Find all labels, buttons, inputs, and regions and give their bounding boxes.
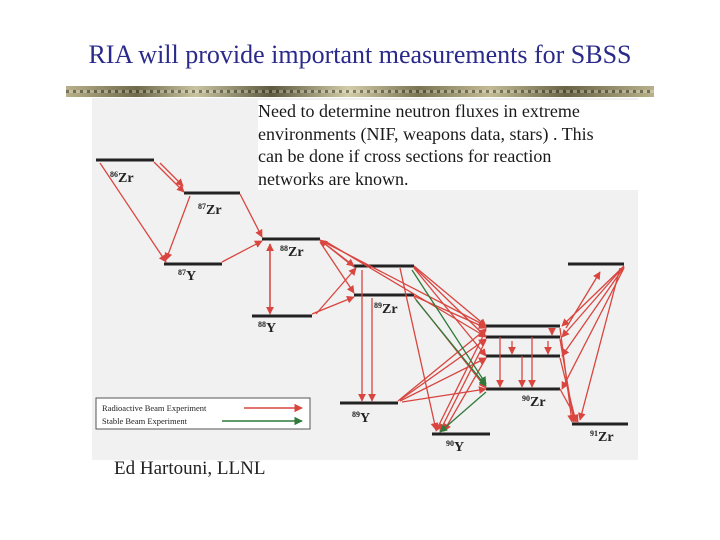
mass-number: 90	[446, 439, 454, 448]
radioactive-beam-arrows	[100, 162, 624, 431]
label-zr87	[198, 202, 222, 218]
element-symbol: Zr	[530, 395, 546, 410]
legend-label-radioactive: Radioactive Beam Experiment	[102, 403, 207, 413]
element-symbol: Y	[186, 269, 197, 284]
element-symbol: Y	[360, 411, 371, 426]
label-zr91	[590, 429, 614, 445]
mass-number: 87	[198, 202, 206, 211]
element-symbol: Y	[266, 321, 277, 336]
label-y89	[352, 410, 370, 426]
label-zr89	[374, 301, 398, 317]
label-y90	[446, 439, 464, 455]
label-zr90	[522, 394, 546, 410]
legend	[96, 398, 310, 429]
description-line: environments (NIF, weapons data, stars) . This	[258, 123, 594, 144]
description-text	[258, 100, 678, 190]
description-line: networks are known.	[258, 168, 409, 189]
author-credit: Ed Hartouni, LLNL	[114, 458, 266, 479]
element-symbol: Zr	[288, 245, 304, 260]
label-y88	[258, 320, 276, 336]
mass-number: 89	[374, 301, 382, 310]
element-symbol: Zr	[118, 171, 134, 186]
mass-number: 91	[590, 429, 598, 438]
mass-number: 88	[280, 244, 288, 253]
mass-number: 90	[522, 394, 530, 403]
mass-number: 86	[110, 170, 118, 179]
slide-title: RIA will provide important measurements for SBSS	[88, 40, 632, 69]
label-zr88	[280, 244, 304, 260]
element-symbol: Zr	[382, 302, 398, 317]
mass-number: 88	[258, 320, 266, 329]
element-symbol: Zr	[598, 430, 614, 445]
description-line: Need to determine neutron fluxes in extreme	[258, 101, 580, 121]
label-y87	[178, 268, 196, 284]
mass-number: 89	[352, 410, 360, 419]
element-symbol: Y	[454, 440, 465, 455]
legend-label-stable: Stable Beam Experiment	[102, 416, 187, 426]
mass-number: 87	[178, 268, 186, 277]
element-symbol: Zr	[206, 203, 222, 218]
description-line: can be done if cross sections for reaction	[258, 146, 552, 166]
